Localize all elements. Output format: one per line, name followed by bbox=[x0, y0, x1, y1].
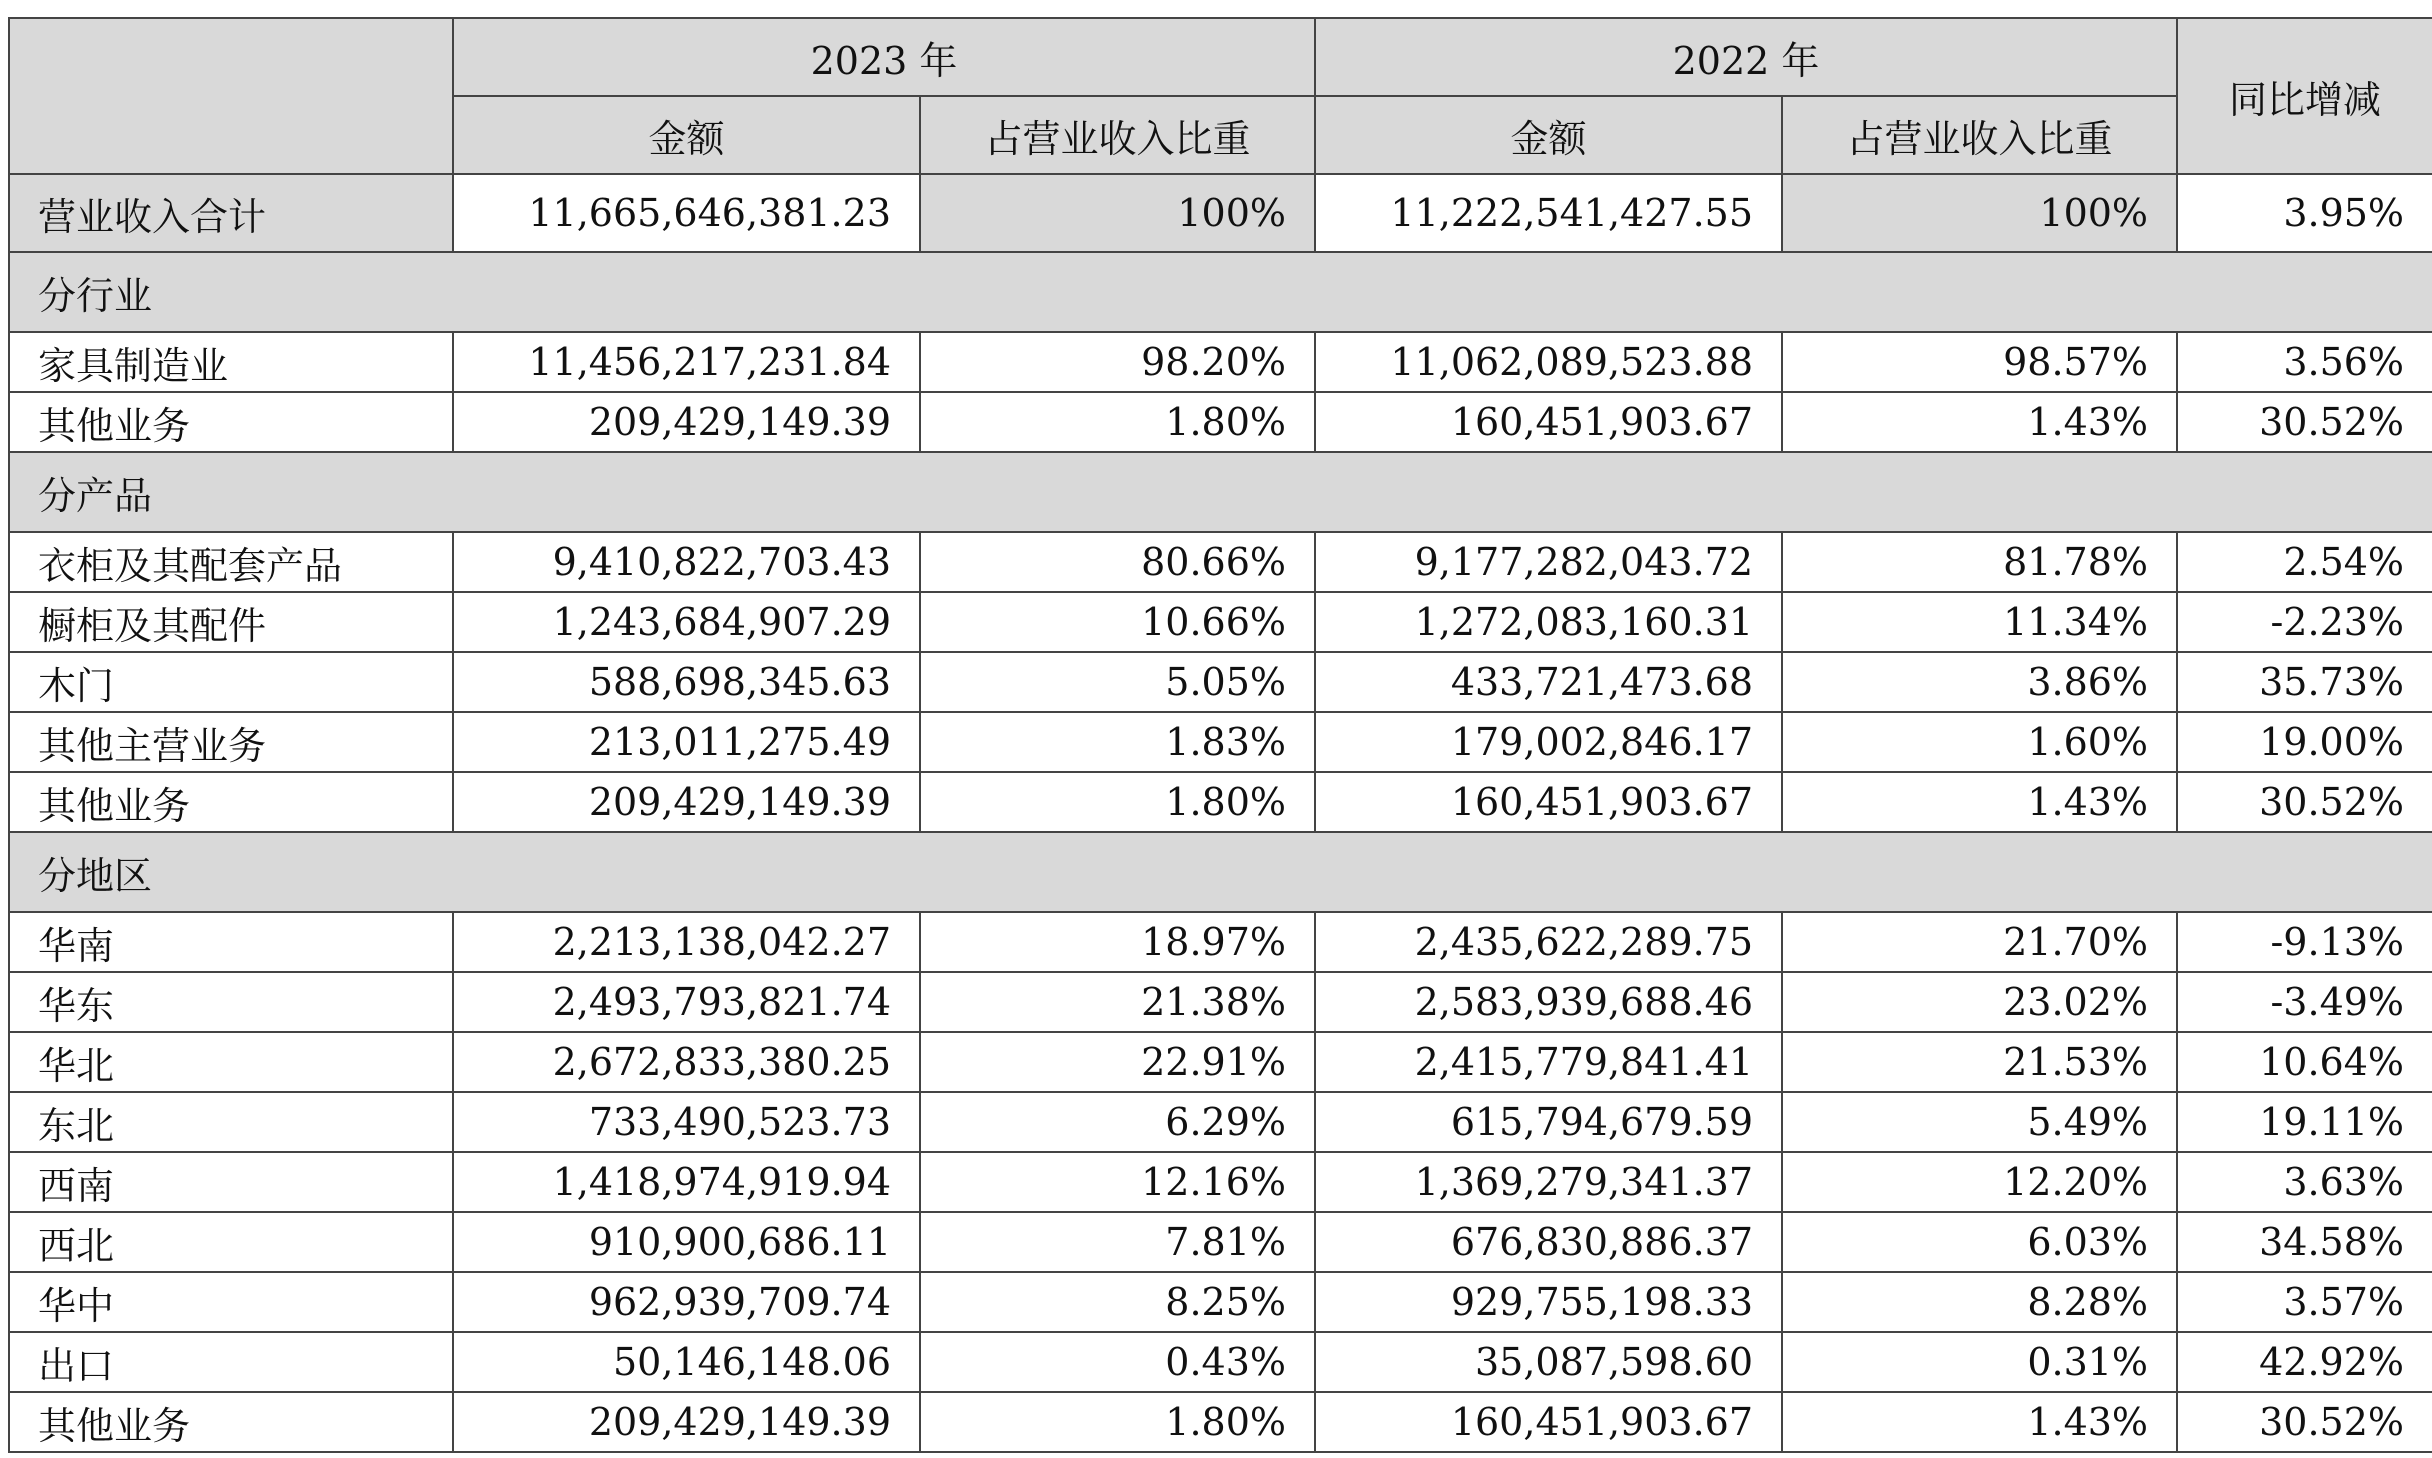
row-amount-2022: 433,721,473.68 bbox=[1315, 652, 1782, 712]
row-ratio-2022: 12.20% bbox=[1782, 1152, 2177, 1212]
total-ratio-2023: 100% bbox=[920, 174, 1315, 252]
header-row-years bbox=[9, 18, 2432, 96]
row-ratio-2022: 21.53% bbox=[1782, 1032, 2177, 1092]
row-ratio-2023: 6.29% bbox=[920, 1092, 1315, 1152]
row-amount-2022: 1,272,083,160.31 bbox=[1315, 592, 1782, 652]
header-ratio-2023: 占营业收入比重 bbox=[920, 96, 1315, 174]
section-title: 分行业 bbox=[9, 252, 2432, 332]
row-ratio-2023: 1.80% bbox=[920, 392, 1315, 452]
row-yoy: 35.73% bbox=[2177, 652, 2432, 712]
row-label: 家具制造业 bbox=[9, 332, 453, 392]
row-amount-2022: 2,415,779,841.41 bbox=[1315, 1032, 1782, 1092]
row-amount-2023: 209,429,149.39 bbox=[453, 392, 920, 452]
table-row bbox=[9, 1032, 2432, 1092]
row-yoy: -9.13% bbox=[2177, 912, 2432, 972]
row-amount-2022: 160,451,903.67 bbox=[1315, 1392, 1782, 1452]
header-year-2023: 2023 年 bbox=[453, 18, 1315, 96]
table-row bbox=[9, 1152, 2432, 1212]
row-ratio-2023: 22.91% bbox=[920, 1032, 1315, 1092]
row-ratio-2023: 5.05% bbox=[920, 652, 1315, 712]
row-yoy: 30.52% bbox=[2177, 772, 2432, 832]
row-yoy: 3.56% bbox=[2177, 332, 2432, 392]
row-amount-2022: 9,177,282,043.72 bbox=[1315, 532, 1782, 592]
table-row bbox=[9, 332, 2432, 392]
section-row bbox=[9, 452, 2432, 532]
header-ratio-2022: 占营业收入比重 bbox=[1782, 96, 2177, 174]
row-label: 其他主营业务 bbox=[9, 712, 453, 772]
row-yoy: 30.52% bbox=[2177, 1392, 2432, 1452]
row-amount-2022: 11,062,089,523.88 bbox=[1315, 332, 1782, 392]
row-yoy: 42.92% bbox=[2177, 1332, 2432, 1392]
row-amount-2022: 929,755,198.33 bbox=[1315, 1272, 1782, 1332]
table-row bbox=[9, 1092, 2432, 1152]
section-title: 分产品 bbox=[9, 452, 2432, 532]
header-corner-cell bbox=[9, 18, 453, 174]
row-amount-2023: 9,410,822,703.43 bbox=[453, 532, 920, 592]
row-yoy: 3.57% bbox=[2177, 1272, 2432, 1332]
row-amount-2023: 1,243,684,907.29 bbox=[453, 592, 920, 652]
row-ratio-2023: 0.43% bbox=[920, 1332, 1315, 1392]
row-amount-2022: 1,369,279,341.37 bbox=[1315, 1152, 1782, 1212]
table-row bbox=[9, 532, 2432, 592]
revenue-composition-table bbox=[8, 17, 2432, 1453]
row-label: 衣柜及其配套产品 bbox=[9, 532, 453, 592]
row-label: 华北 bbox=[9, 1032, 453, 1092]
section-row bbox=[9, 252, 2432, 332]
row-amount-2023: 588,698,345.63 bbox=[453, 652, 920, 712]
row-amount-2023: 209,429,149.39 bbox=[453, 1392, 920, 1452]
row-ratio-2023: 1.83% bbox=[920, 712, 1315, 772]
table-row bbox=[9, 712, 2432, 772]
row-ratio-2022: 1.43% bbox=[1782, 392, 2177, 452]
row-ratio-2022: 1.43% bbox=[1782, 1392, 2177, 1452]
total-row bbox=[9, 174, 2432, 252]
row-ratio-2023: 21.38% bbox=[920, 972, 1315, 1032]
total-yoy: 3.95% bbox=[2177, 174, 2432, 252]
row-yoy: 34.58% bbox=[2177, 1212, 2432, 1272]
table-row bbox=[9, 1392, 2432, 1452]
row-amount-2022: 676,830,886.37 bbox=[1315, 1212, 1782, 1272]
row-label: 出口 bbox=[9, 1332, 453, 1392]
row-label: 橱柜及其配件 bbox=[9, 592, 453, 652]
table-header bbox=[9, 18, 2432, 174]
row-ratio-2023: 10.66% bbox=[920, 592, 1315, 652]
row-label: 西南 bbox=[9, 1152, 453, 1212]
row-label: 华南 bbox=[9, 912, 453, 972]
header-year-2022: 2022 年 bbox=[1315, 18, 2177, 96]
row-yoy: -3.49% bbox=[2177, 972, 2432, 1032]
table-body bbox=[9, 174, 2432, 1452]
row-amount-2023: 2,213,138,042.27 bbox=[453, 912, 920, 972]
row-ratio-2023: 7.81% bbox=[920, 1212, 1315, 1272]
section-row bbox=[9, 832, 2432, 912]
row-yoy: 2.54% bbox=[2177, 532, 2432, 592]
row-label: 东北 bbox=[9, 1092, 453, 1152]
table-row bbox=[9, 912, 2432, 972]
section-title: 分地区 bbox=[9, 832, 2432, 912]
row-amount-2023: 209,429,149.39 bbox=[453, 772, 920, 832]
row-ratio-2022: 81.78% bbox=[1782, 532, 2177, 592]
row-amount-2023: 733,490,523.73 bbox=[453, 1092, 920, 1152]
row-amount-2023: 2,672,833,380.25 bbox=[453, 1032, 920, 1092]
table-row bbox=[9, 1272, 2432, 1332]
row-amount-2022: 35,087,598.60 bbox=[1315, 1332, 1782, 1392]
header-amount-2022: 金额 bbox=[1315, 96, 1782, 174]
row-amount-2022: 179,002,846.17 bbox=[1315, 712, 1782, 772]
table-row bbox=[9, 772, 2432, 832]
row-ratio-2022: 1.60% bbox=[1782, 712, 2177, 772]
row-ratio-2022: 11.34% bbox=[1782, 592, 2177, 652]
row-ratio-2022: 1.43% bbox=[1782, 772, 2177, 832]
row-ratio-2023: 1.80% bbox=[920, 772, 1315, 832]
row-ratio-2022: 98.57% bbox=[1782, 332, 2177, 392]
table-row bbox=[9, 592, 2432, 652]
row-amount-2023: 2,493,793,821.74 bbox=[453, 972, 920, 1032]
row-ratio-2023: 80.66% bbox=[920, 532, 1315, 592]
row-yoy: -2.23% bbox=[2177, 592, 2432, 652]
row-ratio-2022: 6.03% bbox=[1782, 1212, 2177, 1272]
row-amount-2023: 962,939,709.74 bbox=[453, 1272, 920, 1332]
row-amount-2022: 2,583,939,688.46 bbox=[1315, 972, 1782, 1032]
row-yoy: 3.63% bbox=[2177, 1152, 2432, 1212]
row-yoy: 10.64% bbox=[2177, 1032, 2432, 1092]
row-ratio-2023: 98.20% bbox=[920, 332, 1315, 392]
header-amount-2023: 金额 bbox=[453, 96, 920, 174]
row-label: 木门 bbox=[9, 652, 453, 712]
table-row bbox=[9, 972, 2432, 1032]
row-label: 华中 bbox=[9, 1272, 453, 1332]
row-label: 华东 bbox=[9, 972, 453, 1032]
row-amount-2022: 615,794,679.59 bbox=[1315, 1092, 1782, 1152]
row-amount-2022: 2,435,622,289.75 bbox=[1315, 912, 1782, 972]
row-label: 西北 bbox=[9, 1212, 453, 1272]
row-amount-2023: 1,418,974,919.94 bbox=[453, 1152, 920, 1212]
row-amount-2023: 213,011,275.49 bbox=[453, 712, 920, 772]
row-ratio-2023: 18.97% bbox=[920, 912, 1315, 972]
row-ratio-2022: 21.70% bbox=[1782, 912, 2177, 972]
row-ratio-2022: 3.86% bbox=[1782, 652, 2177, 712]
row-yoy: 19.11% bbox=[2177, 1092, 2432, 1152]
row-ratio-2022: 5.49% bbox=[1782, 1092, 2177, 1152]
row-amount-2023: 50,146,148.06 bbox=[453, 1332, 920, 1392]
table-row bbox=[9, 1332, 2432, 1392]
row-label: 其他业务 bbox=[9, 1392, 453, 1452]
row-amount-2023: 910,900,686.11 bbox=[453, 1212, 920, 1272]
row-ratio-2022: 0.31% bbox=[1782, 1332, 2177, 1392]
row-label: 其他业务 bbox=[9, 772, 453, 832]
total-ratio-2022: 100% bbox=[1782, 174, 2177, 252]
table-row bbox=[9, 652, 2432, 712]
row-amount-2022: 160,451,903.67 bbox=[1315, 772, 1782, 832]
total-label: 营业收入合计 bbox=[9, 174, 453, 252]
row-ratio-2023: 1.80% bbox=[920, 1392, 1315, 1452]
total-amount-2023: 11,665,646,381.23 bbox=[453, 174, 920, 252]
row-ratio-2023: 8.25% bbox=[920, 1272, 1315, 1332]
row-ratio-2023: 12.16% bbox=[920, 1152, 1315, 1212]
row-yoy: 19.00% bbox=[2177, 712, 2432, 772]
row-ratio-2022: 23.02% bbox=[1782, 972, 2177, 1032]
total-amount-2022: 11,222,541,427.55 bbox=[1315, 174, 1782, 252]
row-ratio-2022: 8.28% bbox=[1782, 1272, 2177, 1332]
row-yoy: 30.52% bbox=[2177, 392, 2432, 452]
row-amount-2022: 160,451,903.67 bbox=[1315, 392, 1782, 452]
header-yoy: 同比增减 bbox=[2177, 18, 2432, 174]
table-row bbox=[9, 392, 2432, 452]
table-row bbox=[9, 1212, 2432, 1272]
row-label: 其他业务 bbox=[9, 392, 453, 452]
row-amount-2023: 11,456,217,231.84 bbox=[453, 332, 920, 392]
